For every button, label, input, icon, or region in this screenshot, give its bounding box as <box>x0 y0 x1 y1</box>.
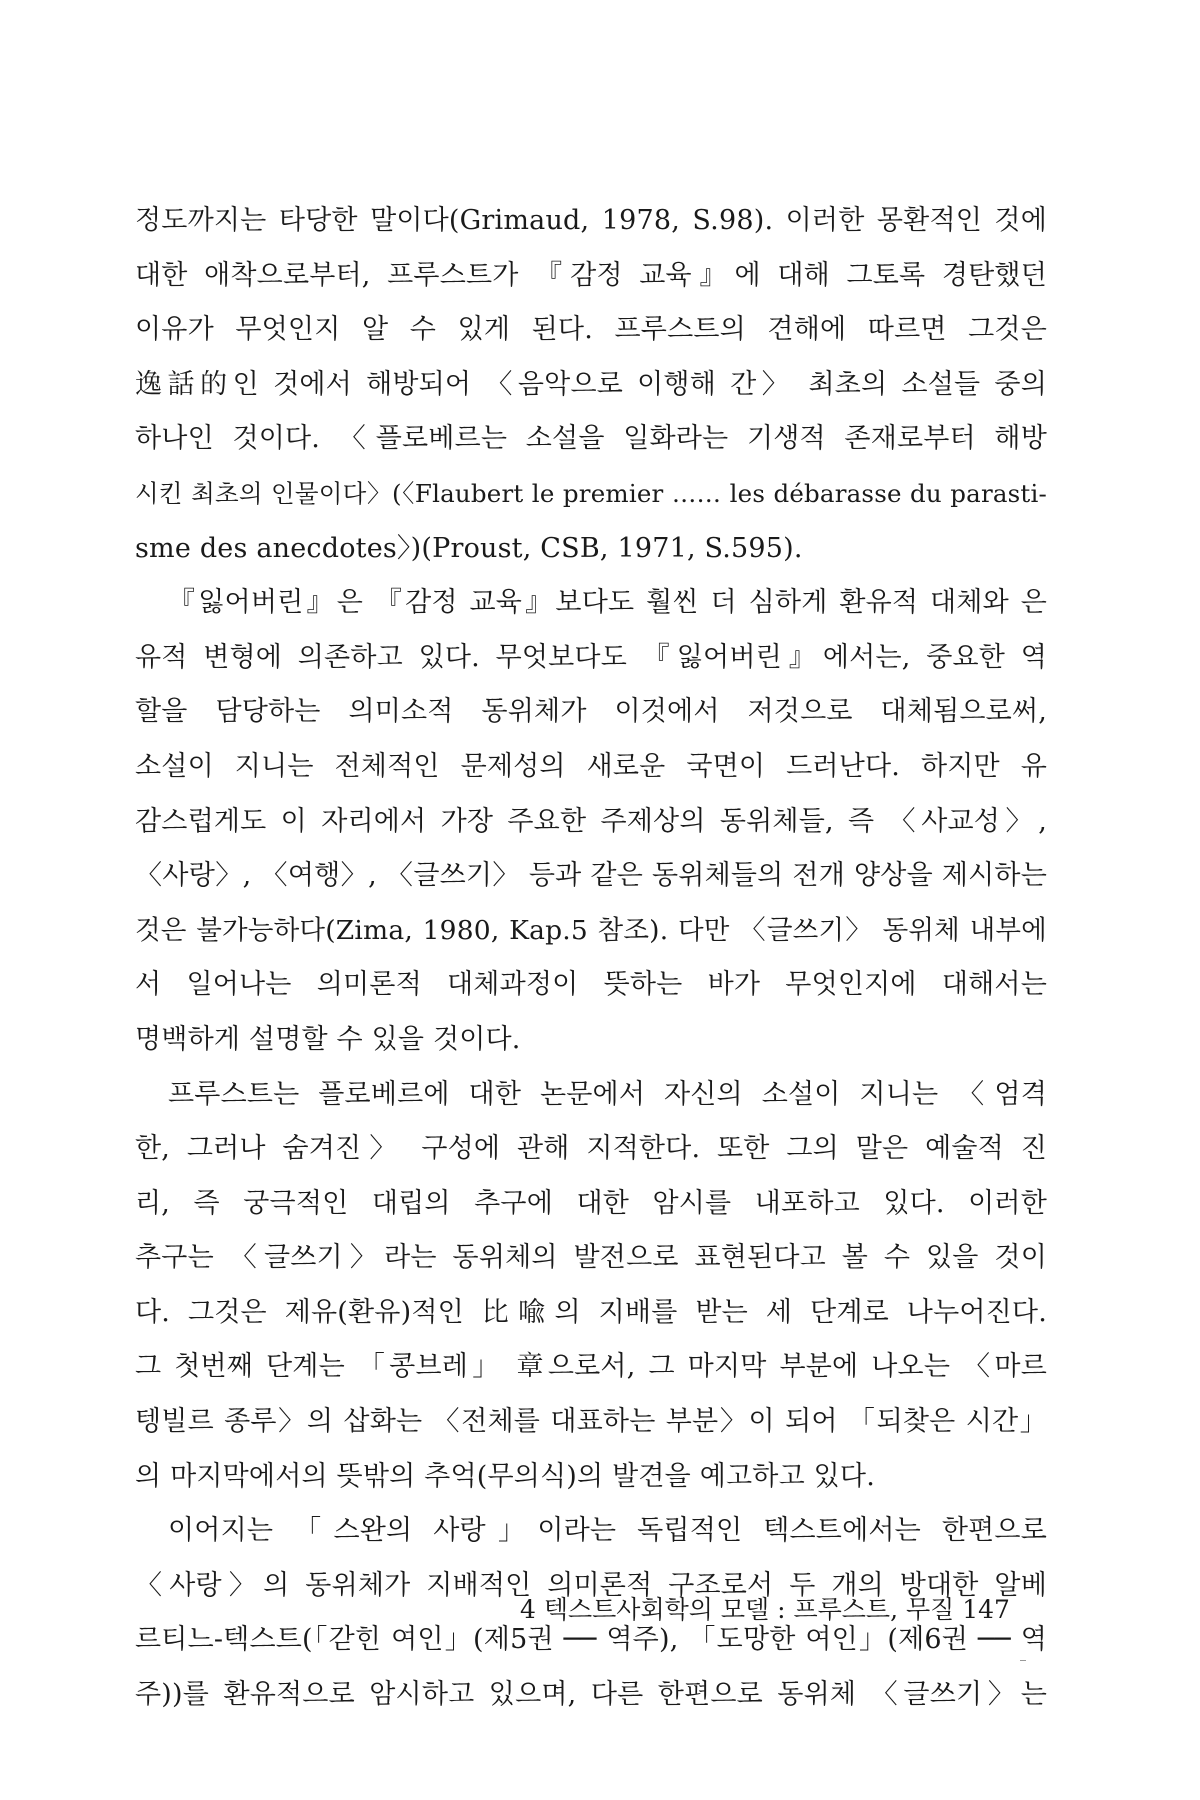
text-line: 〈사랑〉, 〈여행〉, 〈글쓰기〉 등과 같은 동위체들의 전개 양상을 제시하는 <box>135 860 1047 892</box>
text-line: 이유가 무엇인지 알 수 있게 된다. 프루스트의 견해에 따르면 그것은 <box>135 314 1047 346</box>
text-line: 감스럽게도 이 자리에서 가장 주요한 주제상의 동위체들, 즉 〈사교성〉, <box>135 805 1047 837</box>
body-text <box>135 194 1047 1723</box>
text-line: 소설이 지니는 전체적인 문제성의 새로운 국면이 드러난다. 하지만 유 <box>135 750 1047 782</box>
text-line: 이어지는 「스완의 사랑」이라는 독립적인 텍스트에서는 한편으로 <box>168 1515 1047 1547</box>
text-line: 시킨 최초의 인물이다〉(〈Flaubert le premier …… les débarasse du parasti- <box>135 478 1047 508</box>
page-number: 147 <box>962 1595 1010 1624</box>
text-line: 〈사랑〉의 동위체가 지배적인 의미론적 구조로서 두 개의 방대한 알베 <box>135 1569 1047 1601</box>
running-footer-title: 4 텍스트사회학의 모델 : 프루스트, 무질 <box>520 1595 955 1624</box>
text-line: 하나인 것이다. 〈플로베르는 소설을 일화라는 기생적 존재로부터 해방 <box>135 423 1047 455</box>
text-line: 한, 그러나 숨겨진〉 구성에 관해 지적한다. 또한 그의 말은 예술적 진 <box>135 1133 1047 1165</box>
text-line: 주))를 환유적으로 암시하고 있으며, 다른 한편으로 동위체 〈글쓰기〉는 <box>135 1679 1047 1711</box>
page-footer <box>520 1590 1020 1626</box>
text-line: 『잃어버린』은 『감정 교육』보다도 훨씬 더 심하게 환유적 대체와 은 <box>168 587 1047 619</box>
text-line: 명백하게 설명할 수 있을 것이다. <box>135 1023 521 1055</box>
text-line: 추구는 〈글쓰기〉라는 동위체의 발전으로 표현된다고 볼 수 있을 것이 <box>135 1242 1047 1274</box>
text-line: 정도까지는 타당한 말이다(Grimaud, 1978, S.98). 이러한 몽환적인 것에 <box>135 205 1047 236</box>
text-line: 대한 애착으로부터, 프루스트가 『감정 교육』에 대해 그토록 경탄했던 <box>135 259 1047 291</box>
text-line: 리, 즉 궁극적인 대립의 추구에 대한 암시를 내포하고 있다. 이러한 <box>135 1187 1047 1219</box>
text-line: 逸話的인 것에서 해방되어 〈음악으로 이행해 간〉 최초의 소설들 중의 <box>135 368 1047 400</box>
text-line: sme des anecdotes〉)(Proust, CSB, 1971, S.595). <box>135 532 803 564</box>
text-line: 의 마지막에서의 뜻밖의 추억(무의식)의 발견을 예고하고 있다. <box>135 1460 875 1492</box>
text-line: 프루스트는 플로베르에 대한 논문에서 자신의 소설이 지니는 〈엄격 <box>168 1078 1047 1110</box>
text-line: 유적 변형에 의존하고 있다. 무엇보다도 『잃어버린』에서는, 중요한 역 <box>135 641 1047 673</box>
text-line: 르티느-텍스트(「갇힌 여인」(제5권 ── 역주), 「도망한 여인」(제6권 ── 역 <box>135 1624 1047 1656</box>
text-line: 할을 담당하는 의미소적 동위체가 이것에서 저것으로 대체됨으로써, <box>135 696 1047 728</box>
footer-mark <box>1020 1660 1026 1661</box>
text-line: 그 첫번째 단계는 「콩브레」 章으로서, 그 마지막 부분에 나오는 〈마르 <box>135 1351 1047 1383</box>
text-line: 서 일어나는 의미론적 대체과정이 뜻하는 바가 무엇인지에 대해서는 <box>135 969 1047 1001</box>
text-line: 텡빌르 종루〉의 삽화는 〈전체를 대표하는 부분〉이 되어 「되찾은 시간」 <box>135 1406 1047 1438</box>
text-line: 다. 그것은 제유(환유)적인 比喩의 지배를 받는 세 단계로 나누어진다. <box>135 1296 1047 1328</box>
text-line: 것은 불가능하다(Zima, 1980, Kap.5 참조). 다만 〈글쓰기〉 동위체 내부에 <box>135 914 1047 946</box>
